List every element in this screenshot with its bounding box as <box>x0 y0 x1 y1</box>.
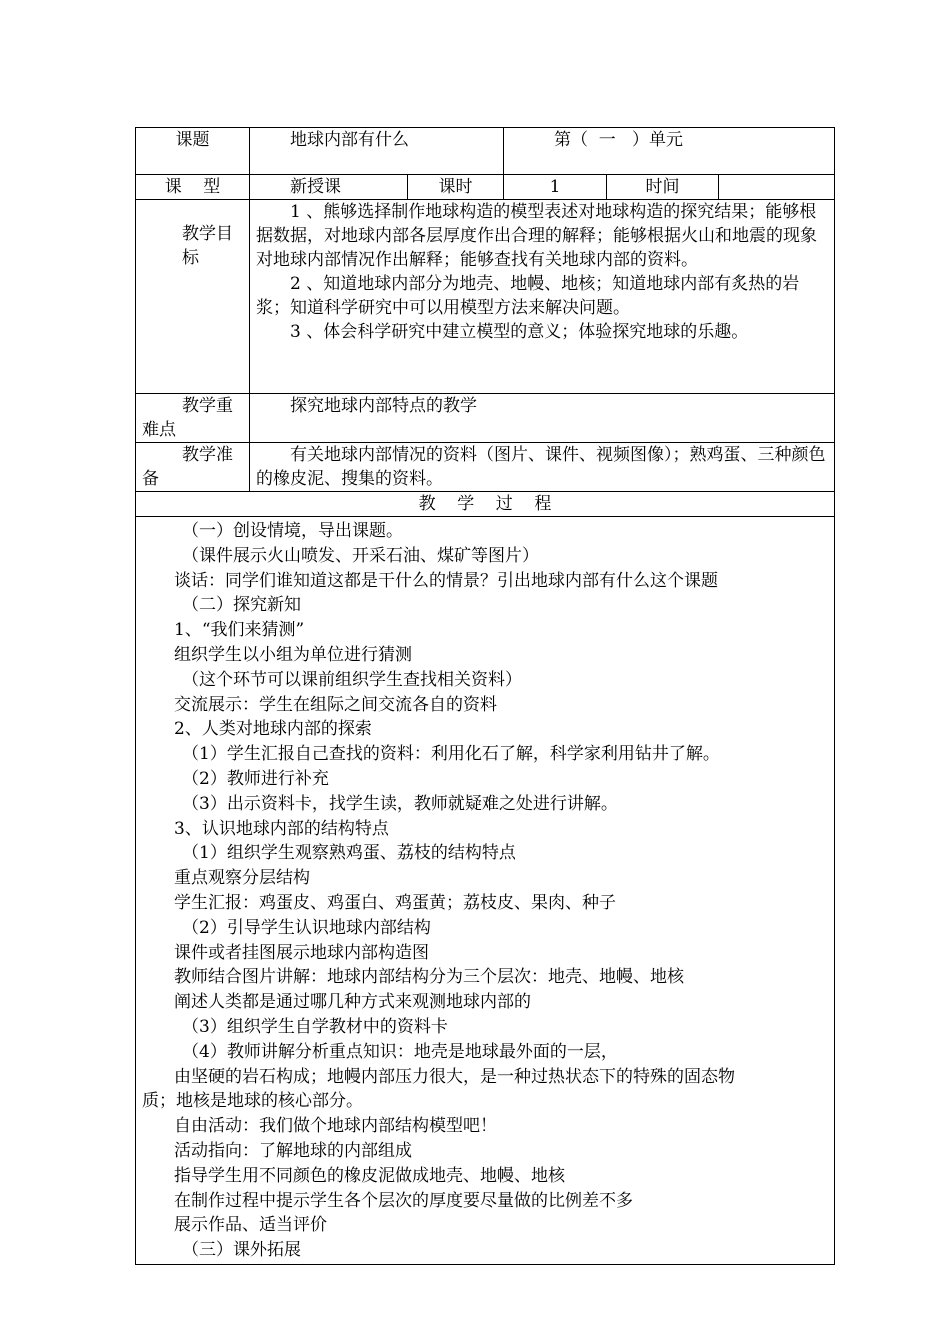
process-line: 展示作品、适当评价 <box>174 1215 327 1236</box>
process-line: （课件展示火山喷发、开采石油、煤矿等图片） <box>182 545 539 566</box>
process-body-row <box>136 517 835 1265</box>
process-line: （这个环节可以课前组织学生查找相关资料） <box>182 669 522 690</box>
key-points-row <box>136 394 835 443</box>
process-line: 学生汇报：鸡蛋皮、鸡蛋白、鸡蛋黄；荔枝皮、果肉、种子 <box>174 892 616 913</box>
goals-content <box>250 200 835 394</box>
process-line: （一）创设情境，导出课题。 <box>182 521 403 541</box>
lesson-plan-table <box>135 127 835 1265</box>
process-line: （二）探究新知 <box>182 595 301 616</box>
process-line: 活动指向：了解地球的内部组成 <box>174 1140 412 1161</box>
type-value: 新授课 <box>250 175 408 200</box>
process-line: （3）出示资料卡，找学生读，教师就疑难之处进行讲解。 <box>182 793 618 814</box>
process-lines <box>142 519 828 1263</box>
process-line: （1）学生汇报自己查找的资料：利用化石了解，科学家利用钻井了解。 <box>182 744 720 765</box>
preparation-content <box>250 443 835 492</box>
process-line: （1）组织学生观察熟鸡蛋、荔枝的结构特点 <box>182 843 516 864</box>
unit-label: 第（ 一 ）单元 <box>504 128 835 175</box>
preparation-value: 有关地球内部情况的资料（图片、课件、视频图像）；熟鸡蛋、三种颜色的橡皮泥、搜集的资料。 <box>256 445 826 489</box>
process-line: （三）课外拓展 <box>182 1240 301 1261</box>
process-line: 阐述人类都是通过哪几种方式来观测地球内部的 <box>174 992 531 1013</box>
process-line: （3）组织学生自学教材中的资料卡 <box>182 1016 448 1037</box>
process-line: （2）引导学生认识地球内部结构 <box>182 917 431 938</box>
time-value <box>719 175 835 200</box>
preparation-row <box>136 443 835 492</box>
topic-label: 课题 <box>136 128 250 175</box>
goals-label: 教学目标 <box>136 200 250 394</box>
process-line: 在制作过程中提示学生各个层次的厚度要尽量做的比例差不多 <box>174 1190 633 1211</box>
process-line: 指导学生用不同颜色的橡皮泥做成地壳、地幔、地核 <box>174 1165 565 1186</box>
goal-item: 1 、熊够选择制作地球构造的模型表述对地球构造的探究结果；能够根据数据，对地球内部各层厚度作出合理的解释；能够根据火山和地震的现象对地球内部情况作出解释；能够查找有关地球内部的资料。 <box>256 202 817 270</box>
process-header-row <box>136 492 835 517</box>
time-label: 时间 <box>607 175 719 200</box>
type-row <box>136 175 835 200</box>
process-line: 重点观察分层结构 <box>174 868 310 889</box>
preparation-label: 教学准备 <box>136 443 250 492</box>
process-line: 3、认识地球内部的结构特点 <box>174 818 389 839</box>
process-line: 自由活动：我们做个地球内部结构模型吧！ <box>174 1116 497 1137</box>
process-line: 2、人类对地球内部的探索 <box>174 719 372 740</box>
process-line: 交流展示：学生在组际之间交流各自的资料 <box>174 694 497 715</box>
process-content <box>136 517 835 1265</box>
key-points-value: 探究地球内部特点的教学 <box>290 396 477 416</box>
process-line: （4）教师讲解分析重点知识：地壳是地球最外面的一层， <box>182 1041 618 1062</box>
process-line: 质；地核是地球的核心部分。 <box>142 1091 363 1112</box>
key-points-label: 教学重难点 <box>136 394 250 443</box>
goals-row <box>136 200 835 394</box>
key-points-content <box>250 394 835 443</box>
goal-item: 3 、体会科学研究中建立模型的意义；体验探究地球的乐趣。 <box>290 322 749 342</box>
process-line: 由坚硬的岩石构成；地幔内部压力很大，是一种过热状态下的特殊的固态物 <box>174 1066 735 1087</box>
process-title: 教 学 过 程 <box>136 492 835 517</box>
topic-row <box>136 128 835 175</box>
hours-value: 1 <box>504 175 607 200</box>
process-line: 课件或者挂图展示地球内部构造图 <box>174 942 429 963</box>
process-line: 1、“我们来猜测” <box>174 620 305 641</box>
type-label: 课 型 <box>136 175 250 200</box>
process-line: 组织学生以小组为单位进行猜测 <box>174 644 412 665</box>
process-line: （2）教师进行补充 <box>182 768 329 789</box>
goal-item: 2 、知道地球内部分为地壳、地幔、地核；知道地球内部有炙热的岩浆；知道科学研究中可以用模型方法来解决问题。 <box>256 274 800 318</box>
topic-value: 地球内部有什么 <box>250 128 504 175</box>
hours-label: 课时 <box>408 175 504 200</box>
process-line: 教师结合图片讲解：地球内部结构分为三个层次：地壳、地幔、地核 <box>174 967 684 988</box>
process-line: 谈话：同学们谁知道这都是干什么的情景？引出地球内部有什么这个课题 <box>174 570 718 591</box>
